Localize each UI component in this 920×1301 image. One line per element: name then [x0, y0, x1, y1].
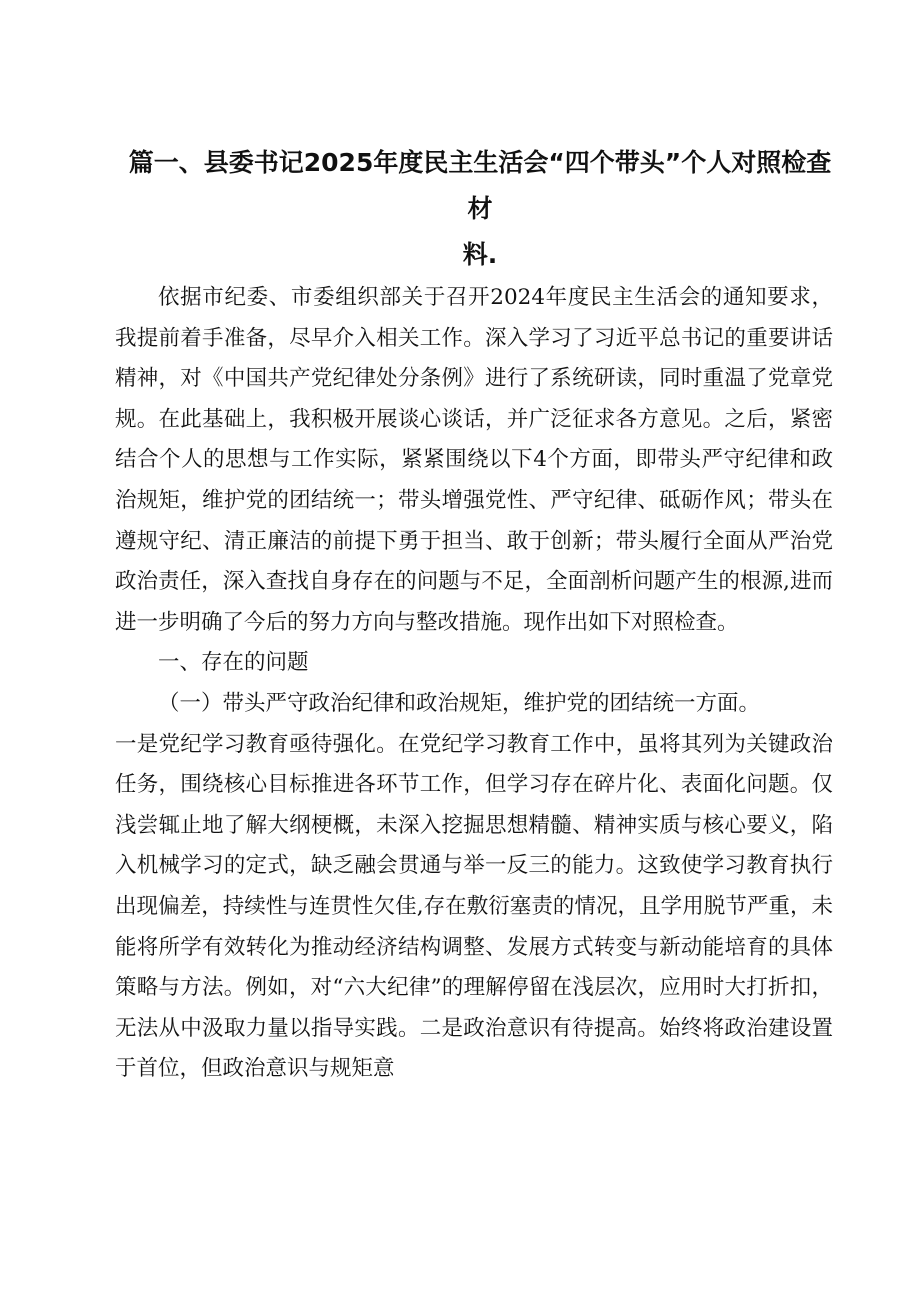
subsection-1-body: 一是党纪学习教育亟待强化。在党纪学习教育工作中，虽将其列为关键政治任务，围绕核心目标推进各环节工作，但学习存在碎片化、表面化问题。仅浅尝辄止地了解大纲梗概，未深入挖掘思想精髓、精神实质与核心要义，陷入机械学习的定式，缺乏融会贯通与举一反三的能力。这致使学习教育执行出现偏差，持续性与连贯性欠佳,存在敷衍塞责的情况，且学用脱节严重，未能将所学有效转化为推动经济结构调整、发展方式转变与新动能培育的具体策略与方法。例如，对“六大纪律”的理解停留在浅层次，应用时大打折扣，无法从中汲取力量以指导实践。二是政治意识有待提高。始终将政治建设置于首位，但政治意识与规矩意 [115, 731, 833, 1082]
title-line-2: 料. [462, 240, 498, 269]
document-title [120, 140, 840, 278]
section-heading-problems: 一、存在的问题 [158, 650, 309, 676]
intro-paragraph: 依据市纪委、市委组织部关于召开2024年度民主生活会的通知要求，我提前着手准备，尽早介入相关工作。深入学习了习近平总书记的重要讲话精神，对《中国共产党纪律处分条例》进行了系统研读，同时重温了党章党规。在此基础上，我积极开展谈心谈话，并广泛征求各方意见。之后，紧密结合个人的思想与工作实际，紧紧围绕以下4个方面，即带头严守纪律和政治规矩，维护党的团结统一；带头增强党性、严守纪律、砥砺作风；带头在遵规守纪、清正廉洁的前提下勇于担当、敢于创新；带头履行全面从严治党政治责任，深入查找自身存在的问题与不足，全面剖析问题产生的根源,进而进一步明确了今后的努力方向与整改措施。现作出如下对照检查。 [115, 285, 833, 635]
subsection-heading-1: （一）带头严守政治纪律和政治规矩，维护党的团结统一方面。 [158, 690, 761, 716]
document-body [115, 278, 833, 1090]
title-line-1: 篇一、县委书记2025年度民主生活会“四个带头”个人对照检查材 [128, 148, 832, 223]
